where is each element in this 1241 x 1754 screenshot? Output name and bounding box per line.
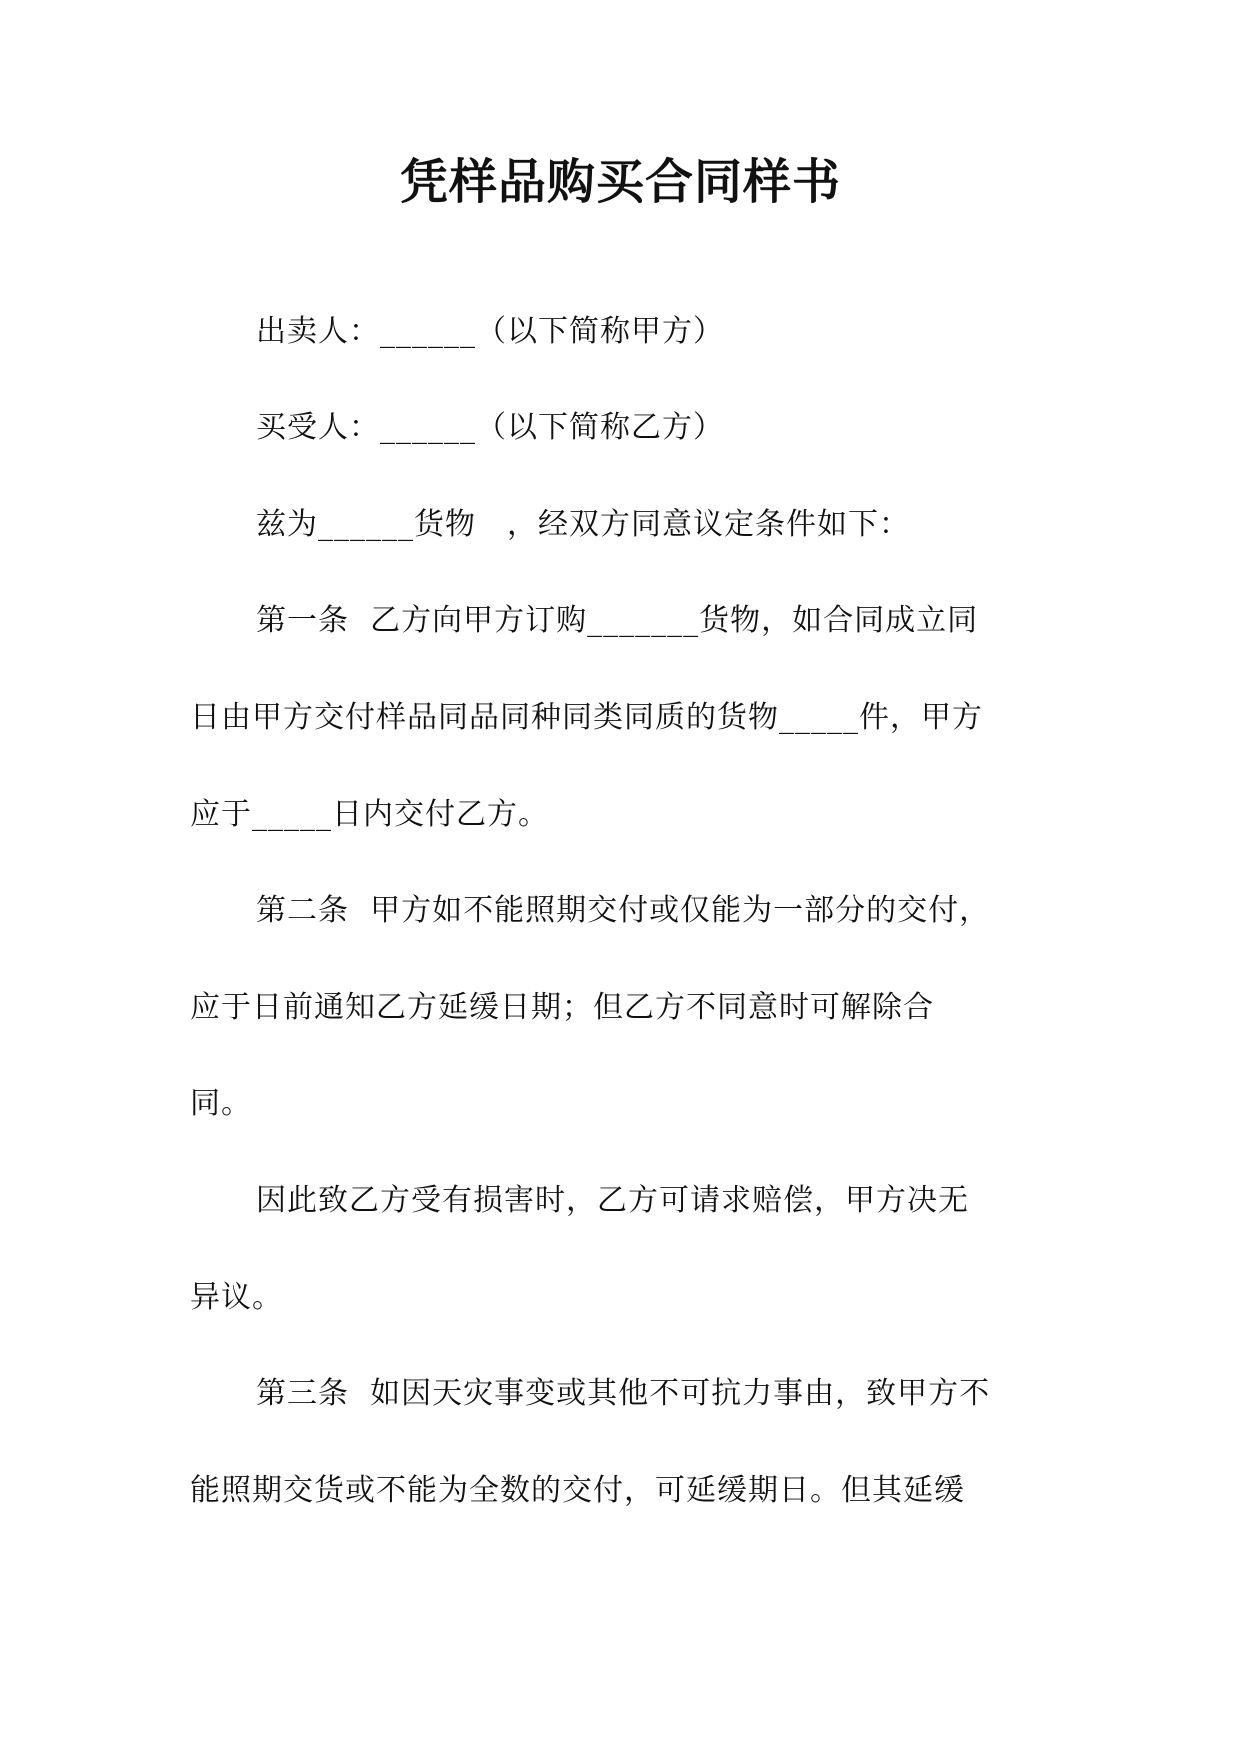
paragraph-seller: 出卖人：______（以下简称甲方） [256,314,724,349]
article-1-line-2: 日由甲方交付样品同品同种同类同质的货物_____件，甲方 [190,700,983,735]
paragraph-buyer: 买受人：______（以下简称乙方） [256,410,724,445]
article-1-line-1: 第一条 乙方向甲方订购_______货物，如合同成立同 [256,603,979,638]
paragraph-preamble: 兹为______货物 ，经双方同意议定条件如下： [256,507,910,542]
article-1-line-3: 应于_____日内交付乙方。 [190,797,549,832]
document-title: 凭样品购买合同样书 [399,154,841,210]
article-3-line-2: 能照期交货或不能为全数的交付，可延缓期日。但其延缓 [190,1473,965,1508]
article-2-line-1: 第二条 甲方如不能照期交付或仅能为一部分的交付， [256,893,991,928]
article-2-para-2-line-2: 异议。 [190,1280,283,1315]
article-2-line-3: 同。 [190,1086,252,1121]
article-3-line-1: 第三条 如因天灾事变或其他不可抗力事由，致甲方不 [256,1376,991,1411]
article-2-para-2-line-1: 因此致乙方受有损害时，乙方可请求赔偿，甲方决无 [256,1183,969,1218]
article-2-line-2: 应于日前通知乙方延缓日期；但乙方不同意时可解除合 [190,990,934,1025]
